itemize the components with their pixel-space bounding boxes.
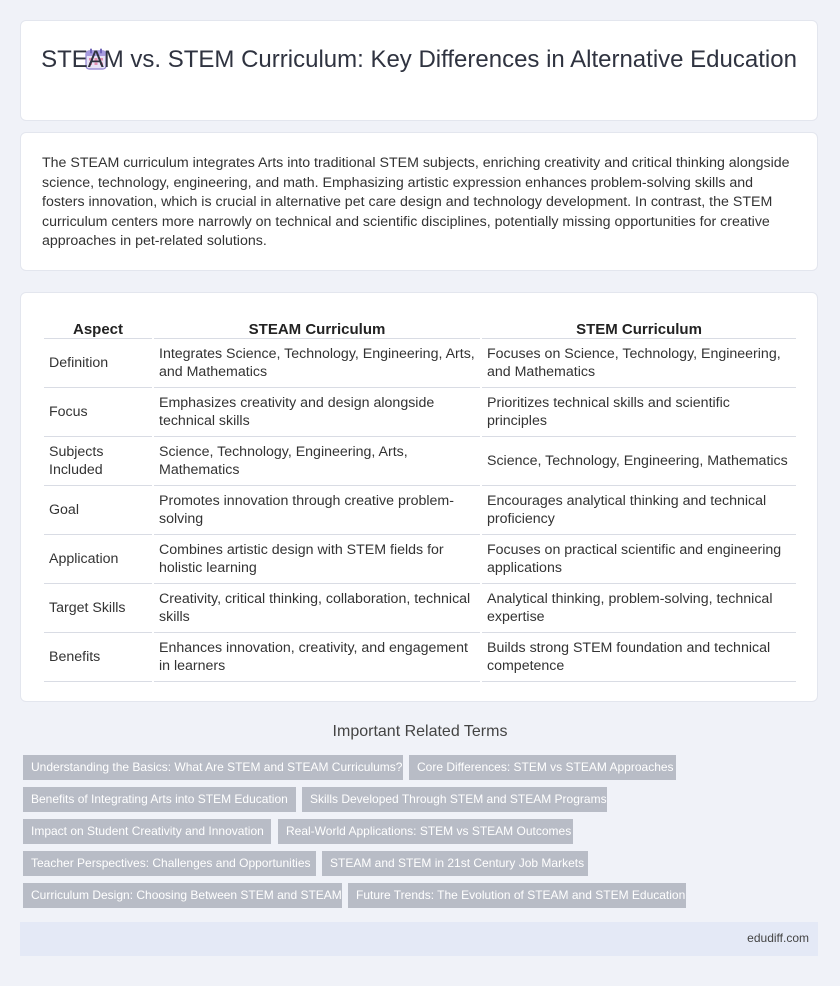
aspect-cell: Definition [44, 338, 152, 387]
page-title [21, 45, 817, 74]
related-term-link[interactable]: STEAM and STEM in 21st Century Job Markets [322, 851, 588, 876]
steam-cell: Combines artistic design with STEM fields for holistic learning [154, 534, 480, 583]
related-terms-heading: Important Related Terms [332, 723, 508, 740]
table-row [44, 387, 796, 436]
aspect-cell: Target Skills [44, 583, 152, 632]
steam-cell: Integrates Science, Technology, Engineering, Arts, and Mathematics [154, 338, 480, 387]
stem-cell: Focuses on practical scientific and engineering applications [482, 534, 796, 583]
aspect-cell: Goal [44, 485, 152, 534]
table-row [44, 436, 796, 485]
steam-cell: Creativity, critical thinking, collaboration, technical skills [154, 583, 480, 632]
related-term-link[interactable]: Future Trends: The Evolution of STEAM and STEM Education [348, 883, 686, 908]
title-card [20, 20, 818, 121]
table-row [44, 583, 796, 632]
stem-cell: Science, Technology, Engineering, Mathematics [482, 436, 796, 485]
aspect-cell: Focus [44, 387, 152, 436]
comparison-table [42, 314, 798, 682]
column-header-aspect: Aspect [72, 321, 124, 338]
related-term-link[interactable]: Skills Developed Through STEM and STEAM Programs [302, 787, 607, 812]
page-title-text: STEAM vs. STEM Curriculum: Key Differences in Alternative Education [41, 46, 797, 73]
table-header-row [44, 314, 796, 338]
stem-cell: Analytical thinking, problem-solving, technical expertise [482, 583, 796, 632]
table-row [44, 632, 796, 682]
table-row [44, 534, 796, 583]
intro-card [20, 132, 818, 271]
related-term-link[interactable]: Understanding the Basics: What Are STEM and STEAM Curriculums? [23, 755, 403, 780]
aspect-cell: Application [44, 534, 152, 583]
comparison-card [20, 292, 818, 702]
stem-cell: Prioritizes technical skills and scientific principles [482, 387, 796, 436]
related-term-link[interactable]: Benefits of Integrating Arts into STEM Education [23, 787, 296, 812]
column-header-steam: STEAM Curriculum [248, 321, 386, 338]
stem-cell: Focuses on Science, Technology, Engineering, and Mathematics [482, 338, 796, 387]
related-term-link[interactable]: Core Differences: STEM vs STEAM Approaches [409, 755, 676, 780]
related-term-link[interactable]: Teacher Perspectives: Challenges and Opportunities [23, 851, 316, 876]
stem-cell: Builds strong STEM foundation and technical competence [482, 632, 796, 682]
steam-cell: Promotes innovation through creative problem-solving [154, 485, 480, 534]
aspect-cell: Subjects Included [44, 436, 152, 485]
intro-paragraph: The STEAM curriculum integrates Arts into traditional STEM subjects, enriching creativity and critical thinking alongside science, technology, engineering, and math. Emphasizing artistic expression enhances problem-solving skills and fosters innovation, which is crucial in alternative pet care design and technology development. In contrast, the STEM curriculum centers more narrowly on technical and scientific disciplines, potentially missing opportunities for creative approaches in pet-related solutions. [42, 155, 790, 249]
footer [20, 922, 818, 956]
related-term-link[interactable]: Curriculum Design: Choosing Between STEM and STEAM [23, 883, 342, 908]
aspect-cell: Benefits [44, 632, 152, 682]
column-header-stem: STEM Curriculum [576, 321, 702, 338]
stem-cell: Encourages analytical thinking and technical proficiency [482, 485, 796, 534]
footer-site-name: edudiff.com [747, 931, 809, 945]
table-row [44, 338, 796, 387]
steam-cell: Emphasizes creativity and design alongside technical skills [154, 387, 480, 436]
related-term-link[interactable]: Impact on Student Creativity and Innovation [23, 819, 271, 844]
related-term-link[interactable]: Real-World Applications: STEM vs STEAM Outcomes [278, 819, 573, 844]
steam-cell: Enhances innovation, creativity, and engagement in learners [154, 632, 480, 682]
table-row [44, 485, 796, 534]
steam-cell: Science, Technology, Engineering, Arts, Mathematics [154, 436, 480, 485]
